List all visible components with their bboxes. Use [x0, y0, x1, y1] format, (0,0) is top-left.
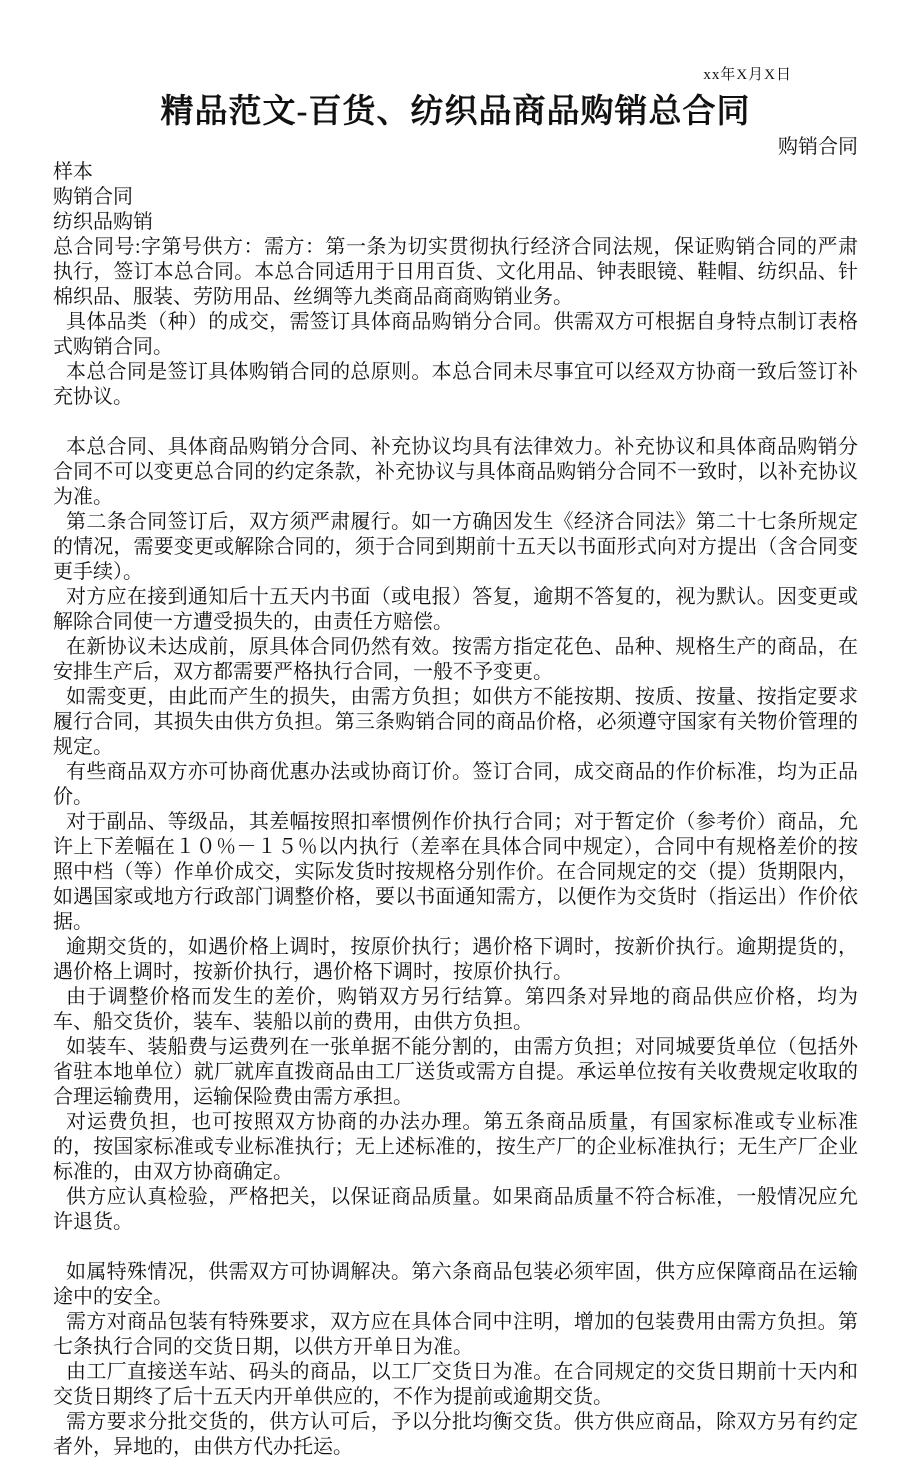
- contract-paragraph: 本总合同是签订具体购销合同的总原则。本总合同未尽事宜可以经双方协商一致后签订补充协议。: [53, 361, 858, 408]
- contract-paragraph: 如需变更，由此而产生的损失，由需方负担；如供方不能按期、按质、按量、按指定要求履行合同，其损失由供方负担。第三条购销合同的商品价格，必须遵守国家有关物价管理的规定。: [53, 686, 858, 758]
- contract-paragraph: 如装车、装船费与运费列在一张单据不能分割的，由需方负担；对同城要货单位（包括外省驻本地单位）就厂就库直拨商品由工厂送货或需方自提。承运单位按有关收费规定收取的合理运输费用，运输保险费由需方承担。: [53, 1036, 858, 1108]
- contract-paragraph: 对方应在接到通知后十五天内书面（或电报）答复，逾期不答复的，视为默认。因变更或解除合同使一方遭受损失的，由责任方赔偿。: [53, 586, 858, 633]
- contract-paragraph: 如属特殊情况，供需双方可协调解决。第六条商品包装必须牢固，供方应保障商品在运输途中的安全。: [53, 1261, 858, 1308]
- contract-paragraph: 本总合同、具体商品购销分合同、补充协议均具有法律效力。补充协议和具体商品购销分合同不可以变更总合同的约定条款，补充协议与具体商品购销分合同不一致时，以补充协议为准。: [53, 436, 858, 508]
- contract-paragraph: 总合同号:字第号供方：需方：第一条为切实贯彻执行经济合同法规，保证购销合同的严肃执行，签订本总合同。本总合同适用于日用百货、文化用品、钟表眼镜、鞋帽、纺织品、针棉织品、服装、劳防用品、丝绸等九类商品商商购销业务。: [53, 236, 858, 308]
- contract-paragraph: 由于调整价格而发生的差价，购销双方另行结算。第四条对异地的商品供应价格，均为车、船交货价，装车、装船以前的费用，由供方负担。: [53, 986, 858, 1033]
- date-line: xx年X月X日: [703, 67, 792, 83]
- contract-paragraph: 具体品类（种）的成交，需签订具体商品购销分合同。供需双方可根据自身特点制订表格式购销合同。: [53, 311, 858, 358]
- page-title: 精品范文-百货、纺织品商品购销总合同: [160, 94, 751, 130]
- contract-paragraph: 有些商品双方亦可协商优惠办法或协商订价。签订合同，成交商品的作价标准，均为正品价。: [53, 761, 858, 808]
- contract-paragraph: 需方对商品包装有特殊要求，双方应在具体合同中注明，增加的包装费用由需方负担。第七条执行合同的交货日期，以供方开单日为准。: [53, 1311, 858, 1358]
- meta-line-contract: 购销合同: [53, 186, 133, 208]
- contract-paragraph: 对运费负担，也可按照双方协商的办法办理。第五条商品质量，有国家标准或专业标准的，按国家标准或专业标准执行；无上述标准的，按生产厂的企业标准执行；无生产厂企业标准的，由双方协商确定。: [53, 1111, 858, 1183]
- contract-paragraph: 对于副品、等级品，其差幅按照扣率惯例作价执行合同；对于暂定价（参考价）商品，允许上下差幅在１０％－１５％以内执行（差率在具体合同中规定），合同中有规格差价的按照中档（等）作单价成交，实际发货时按规格分别作价。在合同规定的交（提）货期限内，如遇国家或地方行政部门调整价格，要以书面通知需方，以便作为交货时（指运出）作价依据。: [53, 811, 858, 933]
- contract-paragraph: 由工厂直接送车站、码头的商品，以工厂交货日为准。在合同规定的交货日期前十天内和交货日期终了后十五天内开单供应的，不作为提前或逾期交货。: [53, 1361, 858, 1408]
- subtitle: 购销合同: [778, 136, 858, 158]
- meta-line-textile: 纺织品购销: [53, 211, 153, 233]
- meta-line-sample: 样本: [53, 161, 93, 183]
- contract-paragraph: 逾期交货的，如遇价格上调时，按原价执行；遇价格下调时，按新价执行。逾期提货的，遇价格上调时，按新价执行，遇价格下调时，按原价执行。: [53, 936, 858, 983]
- contract-paragraph: 需方要求分批交货的，供方认可后，予以分批均衡交货。供方供应商品，除双方另有约定者外，异地的，由供方代办托运。: [53, 1411, 858, 1458]
- contract-paragraph: 第二条合同签订后，双方须严肃履行。如一方确因发生《经济合同法》第二十七条所规定的情况，需要变更或解除合同的，须于合同到期前十五天以书面形式向对方提出（含合同变更手续）。: [53, 511, 858, 583]
- contract-paragraph: 供方应认真检验，严格把关，以保证商品质量。如果商品质量不符合标准，一般情况应允许退货。: [53, 1186, 858, 1233]
- contract-paragraph: 在新协议未达成前，原具体合同仍然有效。按需方指定花色、品种、规格生产的商品，在安排生产后，双方都需要严格执行合同，一般不予变更。: [53, 636, 858, 683]
